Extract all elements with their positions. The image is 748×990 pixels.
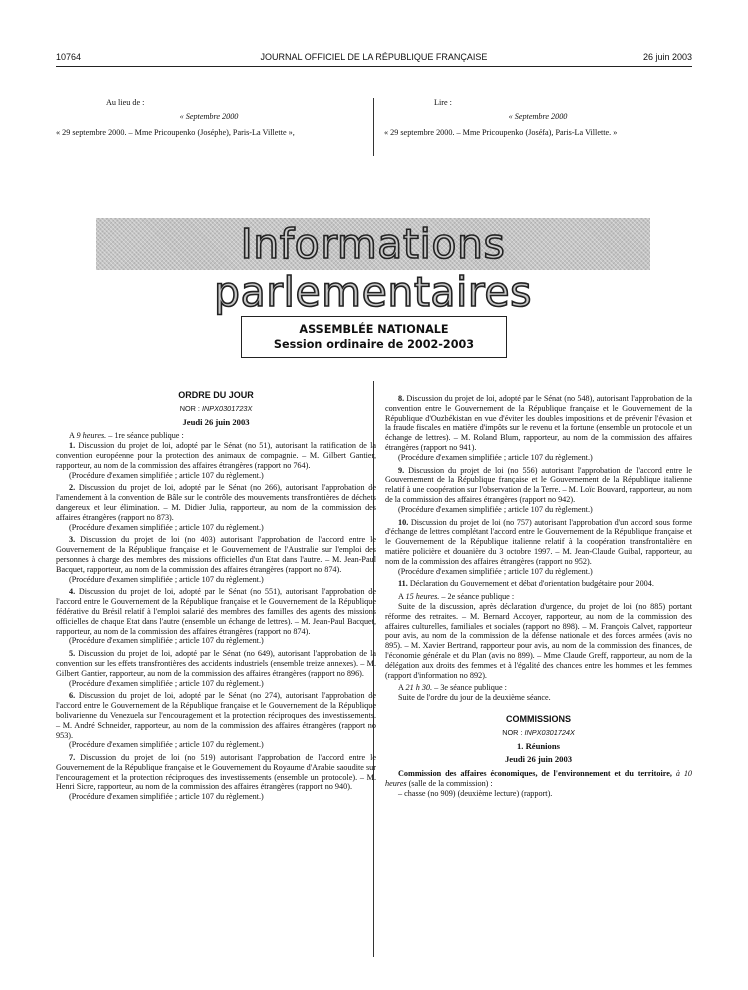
procedure-note: (Procédure d'examen simplifiée ; article 107 du règlement.): [69, 470, 264, 480]
agenda-title: ORDRE DU JOUR: [178, 390, 254, 400]
item-number: 11.: [398, 579, 408, 589]
first-sitting-time: 9 heures.: [76, 431, 107, 441]
right-column: [385, 394, 692, 798]
commissions-nor: [385, 728, 692, 738]
agenda-item-6: [56, 691, 376, 740]
left-column: [56, 391, 376, 805]
second-sitting-time: 15 heures.: [405, 592, 440, 602]
first-sitting-label: – 1re séance publique :: [108, 431, 184, 441]
journal-title: JOURNAL OFFICIEL DE LA RÉPUBLIQUE FRANÇAISE: [260, 52, 488, 62]
agenda-item-8: [385, 394, 692, 453]
item-text: Discussion du projet de loi, adopté par le Sénat (no 51), autorisant la ratification de la convention européenne pour la protection des animaux de compagnie. – M. Gilbert Gantier, rapporteur, au nom de la commission des affaires étrangères (rapport no 764).: [56, 441, 377, 470]
nor-code: INPX0301723X: [202, 403, 253, 413]
first-sitting: A 9 heures. – 1re séance publique :: [69, 431, 184, 441]
commission-time: à 10 heures: [385, 769, 693, 788]
agenda-nor: [56, 404, 376, 414]
second-sitting-text: Suite de la discussion, après déclaration d'urgence, du projet de loi (no 885) portant réforme des retraites. – M. Bernard Accoyer, rapporteur, au nom de la commission des affaires culturelles, familiales et sociales (rapport no 898). – M. François Calvet, rapporteur pour avis, au nom de la commission de la défense nationale et des forces armées (avis no 895). – M. Xavier Bertrand, rapporteur pour avis, au nom de la commission des finances, de l'économie générale et du Plan (avis no 899). – Mme Claude Greff, rapporteur, au nom de la délégation aux droits des femmes et à l'égalité des chances entre les hommes et les femmes (rapport d'information no 892).: [385, 601, 692, 680]
procedure-note: (Procédure d'examen simplifiée ; article 107 du règlement.): [69, 574, 264, 584]
procedure-note: (Procédure d'examen simplifiée ; article 107 du règlement.): [398, 452, 593, 462]
commissions-subtitle: 1. Réunions: [517, 740, 560, 751]
agenda-item-4: [56, 587, 376, 636]
erratum-left-label: Au lieu de :: [106, 98, 145, 107]
item-text: Discussion du projet de loi (no 556) autorisant l'approbation de l'accord entre le Gouvernement de la République française et le Gouvernement de la République italienne relatif à une coopération sur l'observation de la Terre. – M. Loïc Bouvard, rapporteur, au nom de la commission des affaires étrangères (rapport no 942).: [385, 465, 693, 504]
commission-item: – chasse (no 909) (deuxième lecture) (rapport).: [398, 788, 553, 798]
assembly-session: Session ordinaire de 2002-2003: [273, 338, 475, 351]
third-sitting-label: – 3e séance publique :: [434, 683, 507, 693]
erratum-right-text: « 29 septembre 2000. – Mme Pricoupenko (Joséfa), Paris-La Villette. »: [384, 128, 618, 137]
agenda-day: Jeudi 26 juin 2003: [182, 416, 250, 427]
commission-name: Commission des affaires économiques, de l'environnement et du territoire,: [398, 769, 672, 779]
erratum-divider: [373, 98, 374, 156]
item-text: Discussion du projet de loi, adopté par le Sénat (no 649), autorisant l'approbation de la convention sur les effets transfrontières des accidents industriels (ensemble treize annexes). – M. Gilbert Gantier, rapporteur, au nom de la commission des affaires étrangères (rapport no 896).: [56, 649, 377, 678]
erratum-right-heading: « Septembre 2000: [508, 112, 568, 121]
erratum-left: [56, 97, 362, 138]
third-sitting-time: 21 h 30.: [405, 683, 433, 693]
issue-date: 26 juin 2003: [642, 52, 692, 62]
item-number: 9.: [398, 465, 405, 475]
procedure-note: (Procédure d'examen simplifiée ; article 107 du règlement.): [69, 678, 264, 688]
header-rule: [56, 66, 692, 67]
procedure-note: (Procédure d'examen simplifiée ; article 107 du règlement.): [69, 522, 264, 532]
page-header: [0, 52, 748, 66]
item-text: Discussion du projet de loi (no 403) autorisant l'approbation de l'accord entre le Gouvernement de la République française et le Gouvernement de l'Australie sur l'emploi des personnes à charge des membres des missions officielles d'un Etat dans l'autre. – M. Jean-Paul Bacquet, rapporteur, au nom de la commission des affaires étrangères (rapport no 874).: [56, 535, 377, 574]
commissions-title: COMMISSIONS: [505, 713, 571, 724]
item-text: Discussion du projet de loi, adopté par le Sénat (no 274), autorisant l'approbation de l'accord entre le Gouvernement de la République française et le Gouvernement de la République bolivarienne du Venezuela sur l'encouragement et la protection réciproques des investissements. – M. André Schneider, rapporteur, au nom de la commission des affaires étrangères (rapport no 953).: [56, 691, 377, 740]
procedure-note: (Procédure d'examen simplifiée ; article 107 du règlement.): [398, 504, 593, 514]
item-text: Discussion du projet de loi, adopté par le Sénat (no 266), autorisant l'approbation de l'amendement à la convention de Bâle sur le contrôle des mouvements transfrontières de déchets dangereux et leur élimination. – M. Didier Julia, rapporteur, au nom de la commission des affaires étrangères (rapport no 873).: [56, 483, 377, 522]
commission-entry: [385, 769, 692, 789]
agenda-item-3: [56, 535, 376, 574]
procedure-note: (Procédure d'examen simplifiée ; article 107 du règlement.): [398, 566, 593, 576]
procedure-note: (Procédure d'examen simplifiée ; article 107 du règlement.): [69, 740, 264, 750]
section-banner: [96, 218, 650, 316]
item-text: Discussion du projet de loi, adopté par le Sénat (no 548), autorisant l'approbation de la convention entre le Gouvernement de la République française et le Gouvernement de la République d'Ouzbékistan en vue d'éviter les doubles impositions et de prévenir l'évasion et la fraude fiscales en matière d'impôts sur le revenu et la fortune (ensemble un protocole et un échange de lettres). – M. Roland Blum, rapporteur, au nom de la commission des affaires étrangères (rapport no 941).: [385, 394, 693, 452]
third-sitting: A 21 h 30. – 3e séance publique :: [398, 683, 507, 693]
agenda-item-2: [56, 483, 376, 522]
erratum-right-label: Lire :: [434, 98, 452, 107]
procedure-note: (Procédure d'examen simplifiée ; article 107 du règlement.): [69, 792, 264, 802]
erratum-right: [384, 97, 692, 138]
item-text: Discussion du projet de loi (no 757) autorisant l'approbation d'un accord sous forme d'échange de lettres complétant l'accord entre le Gouvernement de la République française et le Gouvernement de la République italienne relatif à la coopération transfrontalière en matière policière et douanière du 3 octobre 1997. – M. Jean-Claude Guibal, rapporteur, au nom de la commission des affaires étrangères (rapport no 952).: [385, 517, 693, 566]
item-number: 7.: [69, 753, 76, 763]
agenda-item-11: [385, 579, 692, 589]
item-text: Discussion du projet de loi, adopté par le Sénat (no 551), autorisant l'approbation de l'accord entre le Gouvernement de la République française et le Gouvernement de la République fédérative du Brésil relatif à l'emploi salarié des membres des familles des agents des missions officielles de chaque Etat dans l'autre (ensemble un échange de lettres). – M. Jean-Paul Bacquet, rapporteur, au nom de la commission des affaires étrangères (rapport no 874).: [56, 587, 377, 636]
item-number: 8.: [398, 394, 405, 403]
item-number: 6.: [69, 691, 76, 701]
second-sitting-label: – 2e séance publique :: [441, 592, 515, 602]
nor-label: NOR :: [179, 403, 200, 413]
third-sitting-text: Suite de l'ordre du jour de la deuxième séance.: [398, 693, 551, 703]
item-text: Déclaration du Gouvernement et débat d'orientation budgétaire pour 2004.: [409, 579, 654, 589]
page-number: 10764: [56, 52, 82, 62]
item-text: Discussion du projet de loi (no 519) autorisant l'approbation de l'accord entre le Gouvernement de la République française et le Gouvernement du Royaume d'Arabie saoudite sur l'encouragement et la protection réciproques des investissements (ensemble un protocole). – M. Henri Sicre, rapporteur, au nom de la commission des affaires étrangères (rapport no 940).: [56, 753, 377, 792]
commissions-day: Jeudi 26 juin 2003: [504, 754, 573, 765]
nor-label: NOR :: [502, 727, 523, 737]
item-number: 2.: [69, 483, 76, 493]
item-number: 10.: [398, 517, 409, 527]
commission-place: (salle de la commission) :: [408, 778, 493, 788]
procedure-note: (Procédure d'examen simplifiée ; article 107 du règlement.): [69, 636, 264, 646]
second-sitting: A 15 heures. – 2e séance publique :: [398, 592, 515, 602]
item-number: 3.: [69, 535, 76, 545]
agenda-item-7: [56, 753, 376, 792]
agenda-item-1: [56, 441, 376, 470]
assembly-title: ASSEMBLÉE NATIONALE: [299, 323, 449, 336]
agenda-item-9: [385, 466, 692, 505]
erratum-left-heading: « Septembre 2000: [179, 112, 239, 121]
item-number: 4.: [69, 587, 76, 597]
banner-title: Informations parlementaires: [214, 220, 532, 316]
nor-code: INPX0301724X: [524, 727, 575, 737]
item-number: 1.: [69, 441, 76, 451]
agenda-item-10: [385, 518, 692, 567]
item-number: 5.: [69, 649, 76, 659]
agenda-item-5: [56, 649, 376, 678]
assembly-box: [241, 316, 507, 358]
erratum-left-text: « 29 septembre 2000. – Mme Pricoupenko (Joséphe), Paris-La Villette »,: [56, 128, 295, 137]
